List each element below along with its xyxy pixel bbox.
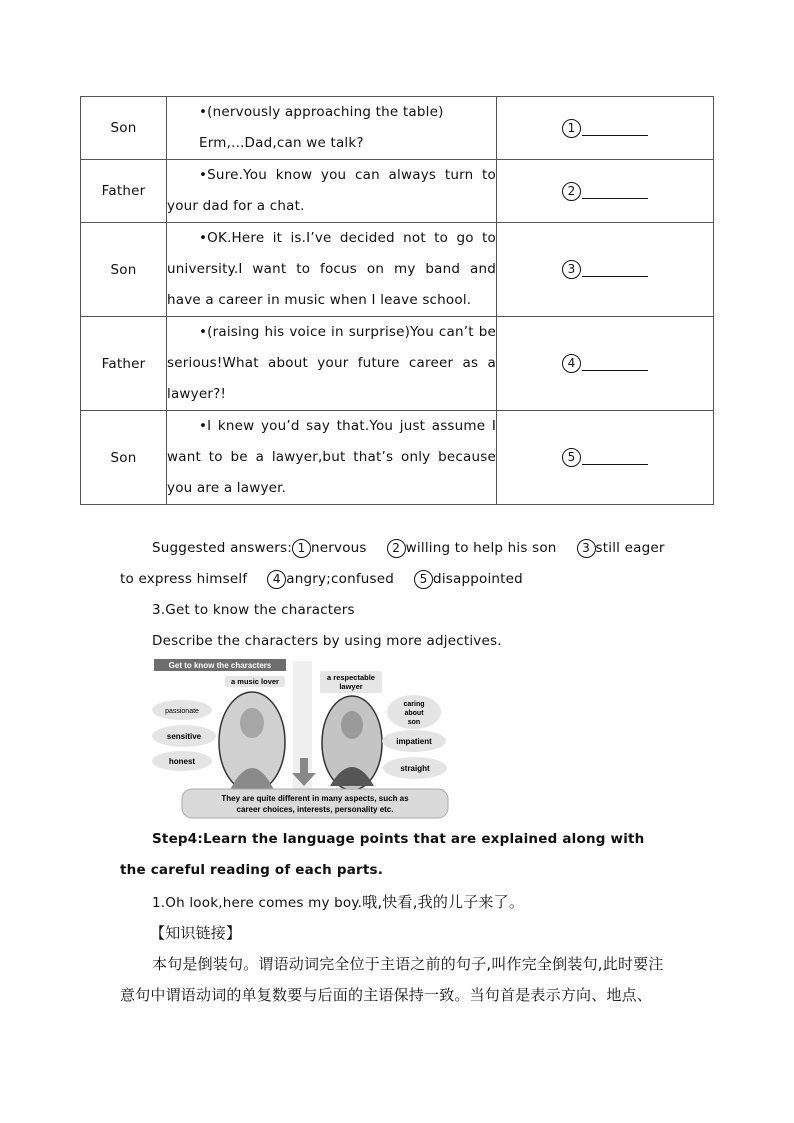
speaker-cell: Son: [81, 97, 167, 160]
knowledge-link-heading: 【知识链接】: [150, 924, 242, 942]
dialogue-row: [81, 317, 714, 411]
characters-figure: [152, 658, 452, 820]
right-adjective: impatient: [396, 737, 432, 746]
left-adjective: sensitive: [166, 732, 202, 741]
right-adjective-line: caring: [403, 701, 425, 708]
answer-blank-cell: [497, 160, 714, 223]
dialogue-line-cell: [167, 317, 497, 411]
answer-blank[interactable]: [582, 184, 648, 199]
answer-text: disappointed: [433, 571, 523, 587]
answer-text: still eager to express himself: [120, 540, 665, 587]
language-point-1: [120, 887, 674, 919]
section-heading: 3.Get to know the characters: [152, 602, 355, 618]
speaker-cell: Father: [81, 160, 167, 223]
dialogue-row: [81, 411, 714, 505]
answer-blank-cell: [497, 411, 714, 505]
answer-number: 3: [577, 539, 596, 558]
answer-number: 2: [387, 539, 406, 558]
figure-banner: Get to know the characters: [168, 661, 272, 670]
dialogue-line: •I knew you’d say that.You just assume I want to be a lawyer,but that’s only because you are a lawyer.: [167, 418, 496, 496]
step4-heading: Step4:Learn the language points that are explained along with the careful reading of each parts.: [120, 831, 645, 878]
blank-number: 4: [562, 354, 581, 373]
answer-blank[interactable]: [582, 450, 648, 465]
right-adjective: straight: [400, 764, 430, 773]
answer-text: angry;confused: [286, 571, 395, 587]
answer-blank[interactable]: [582, 262, 648, 277]
dialogue-row: [81, 223, 714, 317]
dialogue-row: [81, 97, 714, 160]
blank-number: 2: [562, 182, 581, 201]
left-character-label: a music lover: [231, 677, 279, 686]
answer-blank-cell: [497, 223, 714, 317]
dialogue-line: •OK.Here it is.I’ve decided not to go to university.I want to focus on my band and have a career in music when I leave school.: [167, 230, 496, 308]
caption-line2: career choices, interests, personality etc.: [236, 805, 394, 814]
son-photo-face: [240, 708, 264, 738]
answer-number: 1: [292, 539, 311, 558]
down-arrow-stem: [300, 758, 308, 773]
answer-blank[interactable]: [582, 356, 648, 371]
dialogue-line-cell: [167, 411, 497, 505]
answers-lead: Suggested answers:: [152, 540, 293, 556]
answer-text: willing to help his son: [405, 540, 557, 556]
suggested-answers: [120, 533, 674, 595]
answer-number: 5: [414, 570, 433, 589]
blank-number: 3: [562, 260, 581, 279]
father-photo-face: [341, 711, 363, 739]
left-adjective: passionate: [165, 708, 199, 715]
answer-blank-cell: [497, 317, 714, 411]
dialogue-line-cell: [167, 223, 497, 317]
point-english: 1.Oh look,here comes my boy.: [152, 895, 363, 911]
speaker-cell: Son: [81, 223, 167, 317]
dialogue-table: [80, 96, 714, 505]
answer-blank-cell: [497, 97, 714, 160]
speaker-cell: Father: [81, 317, 167, 411]
right-character-label-line1: a respectable: [327, 673, 375, 682]
blank-number: 5: [562, 448, 581, 467]
speaker-cell: Son: [81, 411, 167, 505]
caption-line1: They are quite different in many aspects, such as: [221, 794, 409, 803]
right-adjective-line: about: [404, 710, 424, 717]
blank-number: 1: [562, 119, 581, 138]
explanation-text: 本句是倒装句。谓语动词完全位于主语之前的句子,叫作完全倒装句,此时要注意句中谓语动词的单复数要与后面的主语保持一致。当句首是表示方向、地点、: [120, 955, 664, 1004]
dialogue-line: •(nervously approaching the table): [199, 104, 444, 120]
answer-number: 4: [267, 570, 286, 589]
dialogue-row: [81, 160, 714, 223]
section-instruction: Describe the characters by using more adjectives.: [152, 633, 502, 649]
dialogue-line-cell: [167, 160, 497, 223]
answer-text: nervous: [311, 540, 367, 556]
dialogue-line-cell: [167, 97, 497, 160]
right-adjective-line: son: [407, 719, 421, 726]
dialogue-line: •(raising his voice in surprise)You can’t be serious!What about your future career as a lawyer?!: [167, 324, 496, 402]
dialogue-line: Erm,...Dad,can we talk?: [199, 135, 364, 151]
right-character-label-line2: lawyer: [339, 682, 363, 691]
dialogue-line: •Sure.You know you can always turn to your dad for a chat.: [167, 167, 496, 214]
left-adjective: honest: [168, 757, 196, 766]
answer-blank[interactable]: [582, 121, 648, 136]
point-chinese: 哦,快看,我的儿子来了。: [362, 893, 525, 911]
